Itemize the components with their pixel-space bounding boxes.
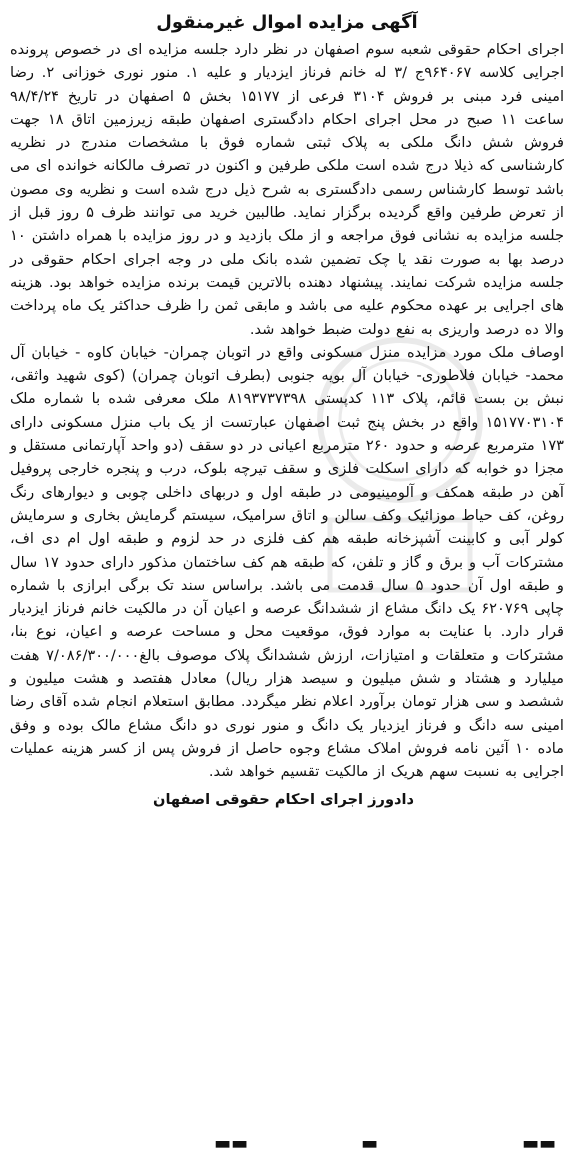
cutoff-next-notice: ▬▬ ▬ ▬▬ (213, 1133, 556, 1154)
signature-line: دادورز اجرای احکام حقوقی اصفهان (152, 790, 414, 808)
notice-paragraph-auction-terms: اجرای احکام حقوقی شعبه سوم اصفهان در نظر دارد جلسه مزایده ای در خصوص پرونده اجرایی کلاسه ۹۶۴۰۶۷ج /۳ له خانم فرناز ایزدیار و علیه ۱. منور نوری خوزانی ۲. رضا امینی فرد مبنی بر فروش ۳۱۰۴ فرعی از ۱۵۱۷۷ بخش ۵ اصفهان در تاریخ ۹۸/۴/۲۴ ساعت ۱۱ صبح در محل اجرای احکام دادگستری اصفهان طبقه زیرزمین اتاق ۱۸ جهت فروش شش دانگ ملکی به پلاک ثبتی شماره فوق با مشخصات مندرج در نظریه کارشناسی که ذیلا درج شده است ملکی طرفین و اکنون در تصرف مالکانه خوانده ای می باشد توسط کارشناس رسمی دادگستری به شرح ذیل درج شده است و نظریه وی مصون از تعرض طرفین واقع گردیده برگزار نماید. طالبین خرید می توانند ظرف ۵ روز قبل از جلسه مزایده به نشانی فوق مراجعه و از ملک بازدید و در روز مزایده با همراه داشتن ۱۰ درصد بها به صورت نقد یا چک تضمین شده بانک ملی در وجه اجرای احکام حقوقی در جلسه مزایده شرکت نمایند. پیشنهاد دهنده بالاترین قیمت برنده مزایده خواهد بود. هزینه های اجرایی بر عهده محکوم علیه می باشد و مابقی ثمن را ظرف حداکثر یک ماه پرداخت والا ده درصد واریزی به نفع دولت ضبط خواهد شد. (10, 41, 565, 338)
notice-paragraph-property-description: اوصاف ملک مورد مزایده منزل مسکونی واقع در اتوبان چمران- خیابان کاوه - خیابان آل محمد- خیابان فلاطوری- خیابان آل بویه جنوبی (بطرف اتوبان چمران) (کوی شهید واثقی، نبش بن بست قائم، پلاک ۱۱۳ کدپستی ۸۱۹۳۷۳۷۳۹۸ ملک معرفی شده با شماره ملک ۱۵۱۷۷۰۳۱۰۴ واقع در بخش پنج ثبت اصفهان عبارتست از یک باب منزل مسکونی دارای ۱۷۳ مترمربع عرصه و حدود ۲۶۰ مترمربع اعیانی در دو سقف (دو واحد آپارتمانی مستقل و مجزا دو خوابه که دارای اسکلت فلزی و سقف تیرچه بلوک، درب و پنجره خارجی پروفیل آهن در طبقه همکف و آلومینیومی در طبقه اول و دربهای داخلی چوبی و دیوارهای رنگ روغن، کف حیاط موزائیک وکف سالن و اتاق سرامیک، سیستم گرمایش بخاری و سرمایش کولر آبی و کابینت آشپزخانه طبقه هم کف فلزی در حد لزوم و طبقه اول ام دی اف، مشترکات آب و برق و گاز و تلفن، که طبقه هم کف ساختمان مذکور دارای حدود ۱۷ سال و طبقه اول آن حدود ۵ سال قدمت می باشد. براساس سند تک برگی ابرازی با شماره چاپی ۶۲۰۷۶۹ یک دانگ مشاع از ششدانگ عرصه و اعیان آن در مالکیت خانم فرناز ایزدیار قرار دارد. با عنایت به موارد فوق، موقعیت محل و مساحت عرصه و اعیان، نوع بنا، مشترکات و متعلقات و امتیازات، ارزش ششدانگ پلاک موصوف بالغ۷/۰۸۶/۳۰۰/۰۰۰ هفت میلیارد و هشتاد و شش میلیون و سیصد هزار ریال) معادل هفتصد و هشت میلیون و ششصد و سی هزار تومان برآورد اعلام نظر میگردد. مطابق استعلام انجام شده آقای رضا امینی سه دانگ و فرناز ایزدیار یک دانگ و منور نوری دو دانگ مشاع مالک بوده و وفق ماده ۱۰ آئین نامه فروش املاک مشاع وجوه حاصل از فروش پس از کسر هزینه عملیات اجرایی به نسبت سهم هریک از مالکیت تقسیم خواهد شد. (10, 343, 564, 781)
notice-title: آگهی مزایده اموال غیرمنقول (156, 12, 418, 33)
